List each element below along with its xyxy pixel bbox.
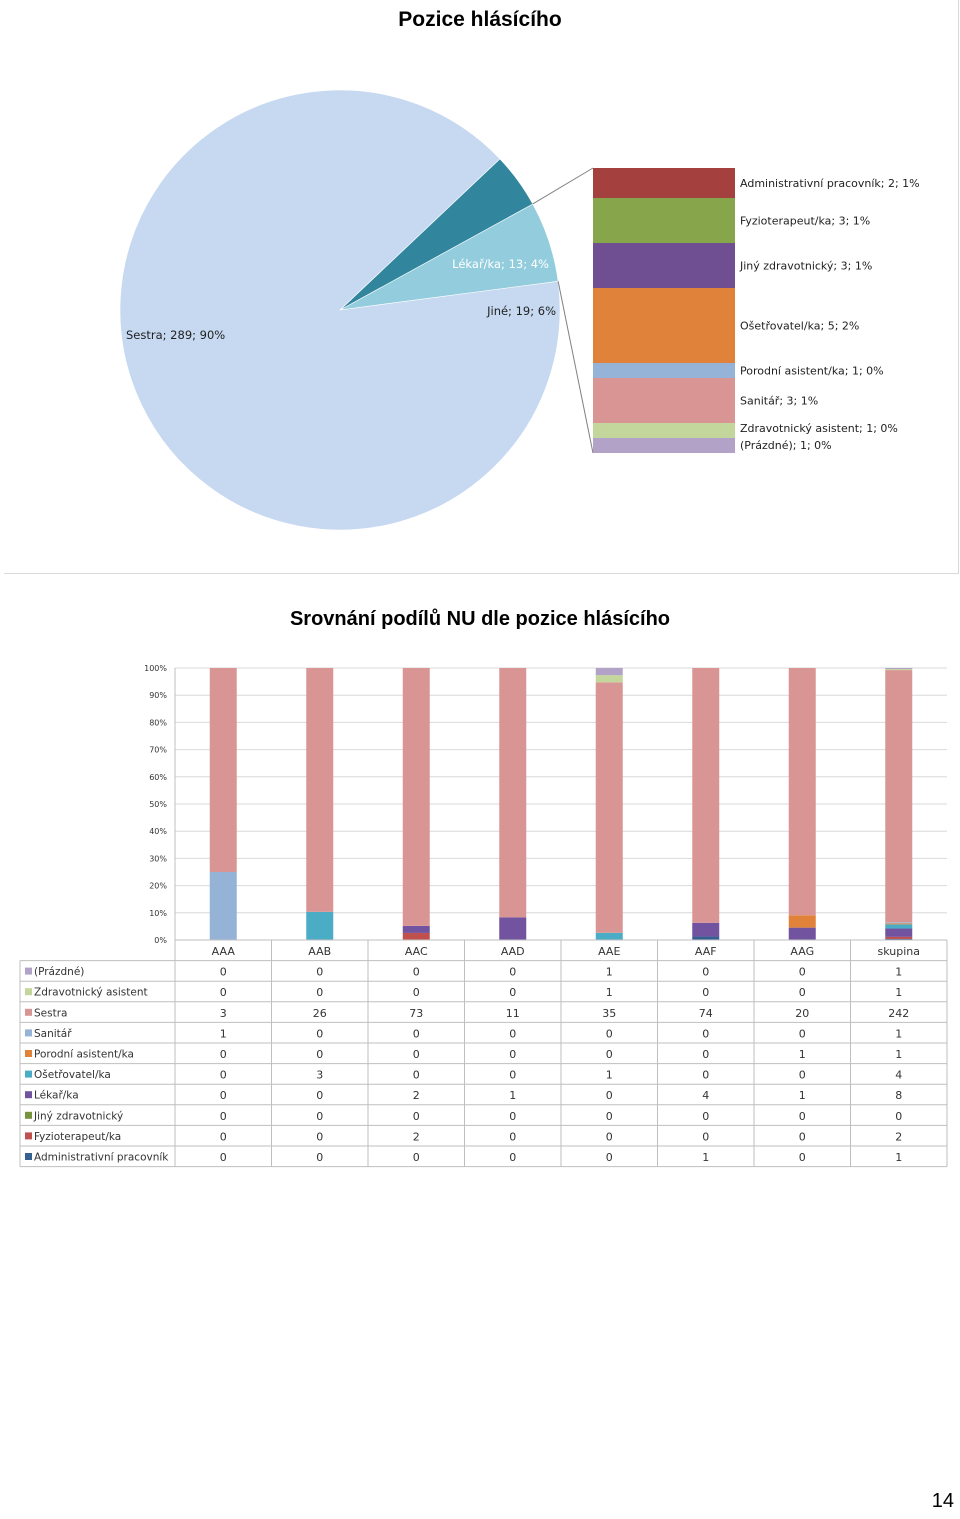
table-cell: 0 [798, 1027, 806, 1041]
bar-segment-skupina-sanit [885, 922, 912, 923]
table-cell: 1 [798, 1048, 806, 1061]
table-cell: 0 [895, 1109, 903, 1123]
bar-segment-skupina-fyzioterapeut-ka [885, 937, 912, 939]
table-cell: 8 [895, 1089, 903, 1103]
bar-segment-aae-pr-zdn [596, 668, 623, 675]
legend-label-zdravotnick-asistent: Zdravotnický asistent [34, 986, 148, 999]
bar-segment-skupina-o-et-ovatel-ka [885, 924, 912, 928]
table-cell: 1 [798, 1089, 806, 1103]
breakdown-label-sanit: Sanitář; 3; 1% [740, 394, 819, 408]
pie-chart-title: Pozice hlásícího [398, 8, 562, 31]
legend-swatch-administrativn-pracovn-k [25, 1153, 32, 1160]
table-cell: 0 [316, 1130, 324, 1144]
bar-segment-aag-l-ka-ka [789, 928, 816, 940]
breakdown-segment-zdravotnick-asistent [593, 423, 735, 438]
table-cell: 0 [412, 965, 420, 979]
bar-segment-aag-porodn-asistent-ka [789, 915, 816, 927]
table-cell: 0 [509, 1048, 517, 1061]
bar-segment-aab-sestra [306, 668, 333, 912]
legend-label-pr-zdn: (Prázdné) [34, 966, 85, 979]
table-cell: 0 [702, 1027, 710, 1041]
y-tick-label: 0% [154, 936, 167, 945]
bar-segment-aaa-sanit [210, 872, 237, 940]
legend-swatch-sanit [25, 1029, 32, 1036]
pie-label-sestra: Sestra; 289; 90% [126, 328, 226, 342]
legend-swatch-o-et-ovatel-ka [25, 1071, 32, 1078]
table-cell: 74 [698, 1006, 713, 1020]
table-cell: 1 [605, 1068, 613, 1082]
table-cell: 0 [316, 1089, 324, 1103]
bar-segment-skupina-pr-zdn [885, 668, 912, 669]
breakdown-label-fyzioterapeut-ka: Fyzioterapeut/ka; 3; 1% [740, 214, 871, 228]
table-cell: 0 [702, 1109, 710, 1123]
breakdown-segment-fyzioterapeut-ka [593, 198, 735, 243]
table-cell: 0 [219, 1048, 227, 1061]
table-cell: 1 [605, 986, 613, 1000]
table-cell: 0 [702, 986, 710, 1000]
legend-swatch-l-ka-ka [25, 1091, 32, 1098]
breakdown-label-pr-zdn: (Prázdné); 1; 0% [740, 439, 832, 452]
table-cell: 0 [219, 986, 227, 1000]
table-cell: 0 [509, 1109, 517, 1123]
breakdown-segment-jin-zdravotnick [593, 243, 735, 288]
table-cell: 1 [895, 965, 903, 979]
table-cell: 1 [702, 1151, 710, 1164]
y-tick-label: 90% [149, 691, 167, 701]
table-cell: 0 [798, 1109, 806, 1123]
pie-label-jin: Jiné; 19; 6% [487, 304, 556, 318]
table-cell: 0 [702, 1048, 710, 1061]
page-number: 14 [931, 1490, 954, 1512]
x-category-label: AAB [308, 945, 332, 958]
table-cell: 0 [509, 965, 517, 979]
bar-segment-skupina-zdravotnick-asistent [885, 669, 912, 670]
y-tick-label: 70% [149, 745, 167, 755]
y-tick-label: 30% [149, 854, 167, 864]
y-tick-label: 20% [149, 881, 167, 891]
x-category-label: AAC [404, 945, 428, 958]
breakdown-label-jin-zdravotnick: Jiný zdravotnický; 3; 1% [740, 259, 873, 273]
legend-label-sanit: Sanitář [34, 1027, 72, 1040]
bar-segment-aae-zdravotnick-asistent [596, 675, 623, 682]
y-tick-label: 80% [149, 718, 167, 728]
bar-segment-aab-o-et-ovatel-ka [306, 912, 333, 940]
table-cell: 0 [219, 1068, 227, 1082]
y-tick-label: 50% [149, 800, 167, 809]
bar-segment-aac-l-ka-ka [403, 926, 430, 933]
legend-label-sestra: Sestra [34, 1007, 68, 1020]
breakdown-segment-pr-zdn [593, 438, 735, 453]
legend-label-o-et-ovatel-ka: Ošetřovatel/ka [34, 1069, 111, 1082]
table-cell: 0 [702, 1130, 710, 1144]
table-cell: 0 [509, 1027, 517, 1041]
legend-label-fyzioterapeut-ka: Fyzioterapeut/ka [34, 1130, 122, 1143]
table-cell: 4 [895, 1068, 903, 1082]
table-cell: 2 [412, 1130, 420, 1144]
table-cell: 0 [316, 986, 324, 1000]
legend-swatch-zdravotnick-asistent [25, 988, 32, 995]
bar-segment-aae-sestra [596, 682, 623, 933]
table-cell: 1 [895, 1151, 903, 1164]
bar-segment-skupina-sestra [885, 670, 912, 922]
y-tick-label: 40% [149, 827, 167, 837]
table-cell: 0 [412, 1109, 420, 1123]
legend-swatch-fyzioterapeut-ka [25, 1132, 32, 1139]
table-cell: 1 [605, 965, 613, 979]
table-cell: 1 [509, 1089, 517, 1103]
breakdown-segment-o-et-ovatel-ka [593, 288, 735, 363]
bar-segment-aaf-sestra [692, 668, 719, 923]
table-cell: 26 [312, 1006, 327, 1020]
table-cell: 0 [605, 1089, 613, 1103]
breakdown-label-porodn-asistent-ka: Porodní asistent/ka; 1; 0% [740, 364, 884, 378]
table-cell: 0 [702, 1068, 710, 1082]
bar-chart-title: Srovnání podílů NU dle pozice hlásícího [289, 608, 671, 630]
table-cell: 0 [316, 1027, 324, 1041]
table-cell: 0 [412, 1068, 420, 1082]
table-cell: 1 [895, 1048, 903, 1061]
bar-segment-aaf-administrativn-pracovn-k [692, 937, 719, 940]
legend-label-l-ka-ka: Lékař/ka [34, 1089, 79, 1102]
legend-swatch-sestra [25, 1009, 32, 1016]
table-cell: 0 [605, 1151, 613, 1164]
table-cell: 0 [219, 1130, 227, 1144]
table-cell: 73 [409, 1006, 424, 1020]
bar-segment-aac-fyzioterapeut-ka [403, 933, 430, 940]
table-cell: 0 [798, 986, 806, 1000]
bar-segment-aaf-l-ka-ka [692, 923, 719, 937]
table-cell: 0 [412, 1027, 420, 1041]
table-cell: 0 [798, 965, 806, 979]
table-cell: 0 [605, 1027, 613, 1041]
x-category-label: AAG [790, 945, 815, 958]
table-cell: 0 [509, 986, 517, 1000]
table-cell: 0 [605, 1130, 613, 1144]
x-category-label: AAD [500, 945, 525, 958]
table-cell: 0 [509, 1068, 517, 1082]
connector-line-top [533, 168, 593, 204]
table-cell: 1 [895, 986, 903, 1000]
x-category-label: AAE [598, 945, 621, 958]
table-cell: 0 [316, 965, 324, 979]
bar-segment-skupina-porodn-asistent-ka [885, 923, 912, 924]
bar-segment-aae-o-et-ovatel-ka [596, 933, 623, 940]
bar-segment-aaa-sestra [210, 668, 237, 872]
breakdown-label-o-et-ovatel-ka: Ošetřovatel/ka; 5; 2% [740, 319, 860, 333]
table-cell: 2 [895, 1130, 903, 1144]
bar-segment-aag-sestra [789, 668, 816, 915]
table-cell: 1 [895, 1027, 903, 1041]
table-cell: 0 [316, 1151, 324, 1164]
connector-line-bottom [558, 281, 593, 453]
table-cell: 0 [605, 1048, 613, 1061]
table-cell: 0 [412, 1151, 420, 1164]
table-cell: 0 [798, 1130, 806, 1144]
table-cell: 0 [412, 1048, 420, 1061]
legend-label-porodn-asistent-ka: Porodní asistent/ka [34, 1048, 134, 1061]
y-tick-label: 10% [149, 908, 167, 918]
table-cell: 3 [219, 1006, 227, 1020]
table-cell: 20 [795, 1006, 810, 1020]
table-cell: 0 [316, 1048, 324, 1061]
bar-segment-aad-l-ka-ka [499, 917, 526, 940]
table-cell: 0 [605, 1109, 613, 1123]
table-cell: 242 [888, 1006, 910, 1020]
table-cell: 0 [412, 986, 420, 1000]
bar-segment-skupina-l-ka-ka [885, 929, 912, 937]
pie-label-l-ka-ka: Lékař/ka; 13; 4% [452, 257, 549, 271]
legend-label-jin-zdravotnick: Jiný zdravotnický [34, 1110, 124, 1123]
breakdown-label-zdravotnick-asistent: Zdravotnický asistent; 1; 0% [740, 422, 898, 435]
table-cell: 0 [798, 1151, 806, 1164]
bar-segment-aad-sestra [499, 668, 526, 917]
table-cell: 11 [505, 1006, 520, 1020]
table-cell: 0 [702, 965, 710, 979]
table-cell: 0 [316, 1109, 324, 1123]
table-cell: 0 [798, 1068, 806, 1082]
x-category-label: skupina [877, 945, 920, 958]
legend-label-administrativn-pracovn-k: Administrativní pracovník [34, 1151, 169, 1164]
legend-swatch-jin-zdravotnick [25, 1112, 32, 1119]
table-cell: 0 [509, 1151, 517, 1164]
breakdown-segment-administrativn-pracovn-k [593, 168, 735, 198]
breakdown-segment-sanit [593, 378, 735, 423]
y-tick-label: 60% [149, 772, 167, 782]
stacked-bar-chart [0, 650, 960, 1210]
x-category-label: AAF [694, 945, 717, 958]
table-cell: 0 [219, 1151, 227, 1164]
bar-segment-aac-sestra [403, 668, 430, 926]
x-category-label: AAA [211, 945, 235, 958]
breakdown-segment-porodn-asistent-ka [593, 363, 735, 378]
table-cell: 1 [219, 1027, 227, 1041]
table-cell: 2 [412, 1089, 420, 1103]
table-cell: 3 [316, 1068, 324, 1082]
table-cell: 0 [219, 1089, 227, 1103]
y-tick-label: 100% [144, 664, 167, 673]
table-cell: 0 [509, 1130, 517, 1144]
table-cell: 4 [702, 1089, 710, 1103]
table-cell: 0 [219, 1109, 227, 1123]
table-cell: 0 [219, 965, 227, 979]
legend-swatch-pr-zdn [25, 968, 32, 975]
legend-swatch-porodn-asistent-ka [25, 1050, 32, 1057]
table-cell: 35 [602, 1006, 617, 1020]
pie-chart [0, 0, 960, 580]
breakdown-label-administrativn-pracovn-k: Administrativní pracovník; 2; 1% [740, 177, 920, 190]
